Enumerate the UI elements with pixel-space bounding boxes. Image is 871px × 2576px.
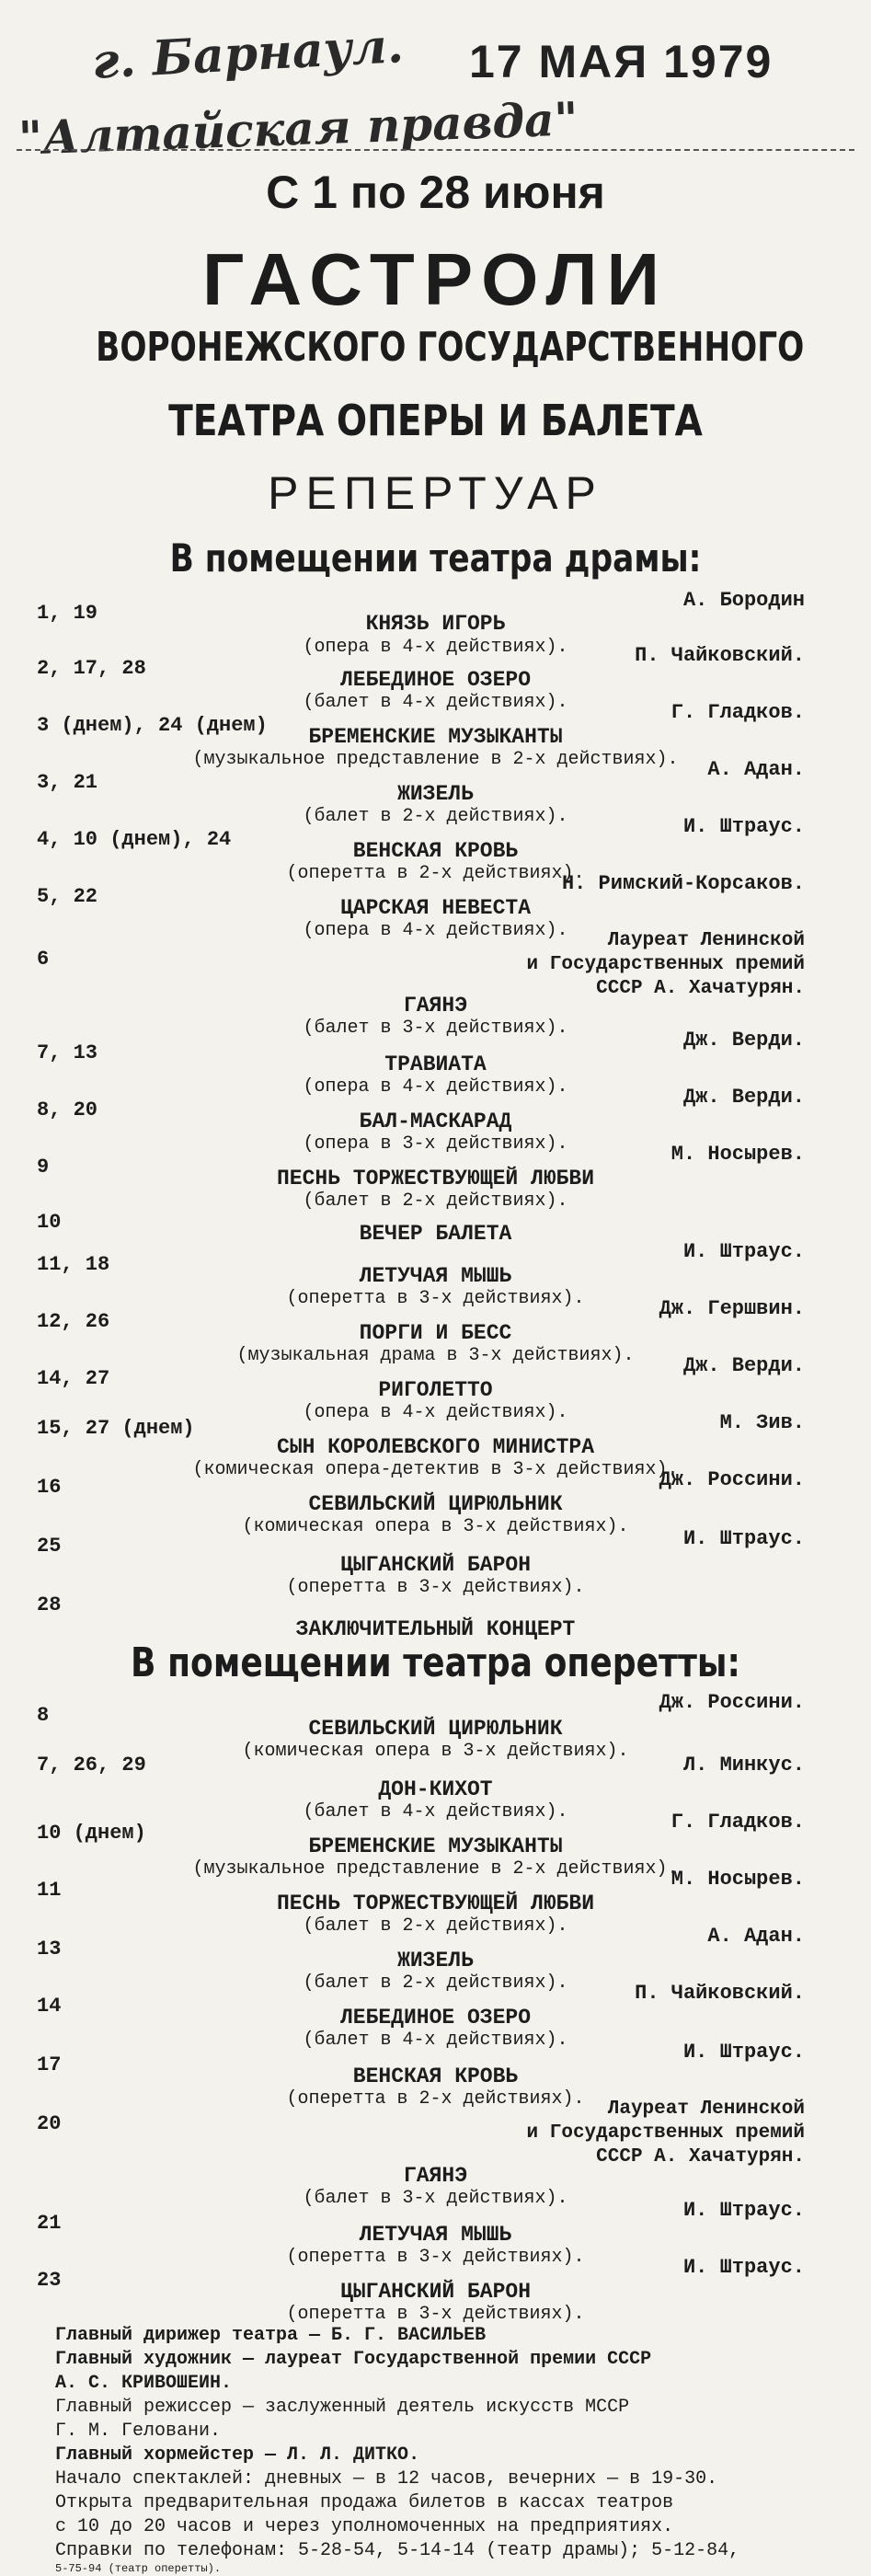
composer: И. Штраус. (682, 2199, 805, 2222)
theatre-name-line1: ВОРОНЕЖСКОГО ГОСУДАРСТВЕННОГО (96, 324, 805, 371)
repertoire-heading: РЕПЕРТУАР (268, 467, 603, 519)
composer: Дж. Верди. (682, 1029, 805, 1052)
performance-note: (опера в 4-х действиях). (303, 1076, 568, 1098)
performance-title: СЫН КОРОЛЕВСКОГО МИНИСТРА (276, 1435, 595, 1459)
composer: И. Штраус. (682, 1240, 805, 1263)
performance-dates: 15, 27 (днем) (37, 1417, 195, 1440)
performance-note: (балет в 3-х действиях). (303, 2188, 568, 2209)
footer-line: 5-75-94 (театр оперетты). (55, 2562, 222, 2575)
composer-line: СССР А. Хачатурян. (596, 2146, 805, 2168)
performance-title: СЕВИЛЬСКИЙ ЦИРЮЛЬНИК (308, 1717, 563, 1741)
performance-dates: 25 (37, 1535, 62, 1558)
footer-line: А. С. КРИВОШЕИН. (55, 2373, 233, 2394)
composer (527, 2098, 805, 2169)
composer: А. Адан. (707, 1925, 805, 1948)
composer-line: Лауреат Ленинской (607, 930, 805, 951)
performance-note: (опера в 4-х действиях). (303, 1402, 568, 1423)
performance-note: (музыкальное представление в 2-х действиях). (192, 1858, 679, 1880)
performance-note: (комическая опера в 3-х действиях). (242, 1516, 629, 1537)
composer-line: и Государственных премий (526, 954, 805, 975)
performance-note: (балет в 2-х действиях). (303, 806, 568, 827)
footer-line: Начало спектаклей: дневных — в 12 часов, вечерних — в 19-30. (55, 2468, 718, 2490)
footer-phones (55, 2563, 846, 2574)
composer (527, 929, 805, 1001)
performance-note: (балет в 4-х действиях). (303, 1801, 568, 1823)
performance-title: ЛЕБЕДИНОЕ ОЗЕРО (339, 668, 532, 692)
performance-title: ДОН-КИХОТ (378, 1777, 493, 1801)
composer: Дж. Россини. (659, 1691, 805, 1714)
composer: Дж. Верди. (682, 1086, 805, 1109)
performance-dates: 28 (37, 1593, 62, 1616)
performance-note: (комическая опера-детектив в 3-х действиях). (192, 1459, 679, 1480)
footer-line: Главный дирижер театра — Б. Г. ВАСИЛЬЕВ (55, 2325, 487, 2346)
performance-dates: 8, 20 (37, 1098, 98, 1121)
performance-dates: 8 (37, 1704, 50, 1727)
performance-note: (оперетта в 3-х действиях). (286, 2247, 585, 2268)
handwritten-city: г. Барнаул. (90, 17, 406, 90)
performance-note: (оперетта в 3-х действиях). (286, 1288, 585, 1309)
composer: Дж. Россини. (659, 1468, 805, 1491)
composer: Г. Гладков. (670, 701, 805, 724)
performance-note: (балет в 3-х действиях). (303, 1018, 568, 1039)
performance-title: ПЕСНЬ ТОРЖЕСТВУЮЩЕЙ ЛЮБВИ (276, 1892, 595, 1915)
performance-dates: 9 (37, 1156, 50, 1179)
performance-dates: 2, 17, 28 (37, 657, 146, 680)
composer: Дж. Верди. (682, 1354, 805, 1377)
composer: Н. Римский-Корсаков. (561, 872, 805, 895)
performance-dates: 11 (37, 1879, 62, 1902)
header-divider (17, 149, 854, 151)
performance-note: (балет в 4-х действиях). (303, 2030, 568, 2051)
footer-line: Главный режиссер — заслуженный деятель искусств МССР (55, 2397, 630, 2418)
composer: И. Штраус. (682, 815, 805, 838)
performance-title: ЦЫГАНСКИЙ БАРОН (339, 2280, 532, 2304)
performance-dates: 10 (днем) (37, 1822, 146, 1845)
composer-line: и Государственных премий (526, 2122, 805, 2144)
composer: Л. Минкус. (682, 1754, 805, 1777)
composer: И. Штраус. (682, 1527, 805, 1550)
date-stamp: 17 МАЯ 1979 (469, 36, 774, 87)
performance-title: КНЯЗЬ ИГОРЬ (365, 612, 506, 636)
composer: П. Чайковский. (635, 1982, 805, 2005)
footer-line: Открыта предварительная продажа билетов в кассах театров (55, 2492, 674, 2513)
tour-dates: С 1 по 28 июня (266, 167, 605, 218)
composer: А. Адан. (707, 758, 805, 781)
footer-line: с 10 до 20 часов и через уполномоченных на предприятиях. (55, 2516, 674, 2537)
performance-dates: 10 (37, 1211, 62, 1234)
performance-note: (оперетта в 3-х действиях). (286, 2304, 585, 2325)
performance-title: ЗАКЛЮЧИТЕЛЬНЫЙ КОНЦЕРТ (295, 1617, 576, 1641)
composer: М. Зив. (719, 1411, 805, 1434)
performance-note: (опера в 3-х действиях). (303, 1133, 568, 1155)
handwritten-newspaper-name: "Алтайская правда" (17, 91, 579, 166)
performance-dates: 1, 19 (37, 602, 98, 625)
composer: Дж. Гершвин. (659, 1297, 805, 1320)
tour-title: ГАСТРОЛИ (202, 238, 669, 320)
composer: П. Чайковский. (635, 644, 805, 667)
footer-line: Г. М. Геловани. (55, 2421, 222, 2442)
performance-dates: 7, 26, 29 (37, 1754, 146, 1777)
performance-title: ЛЕБЕДИНОЕ ОЗЕРО (339, 2006, 532, 2030)
performance-dates: 12, 26 (37, 1310, 110, 1333)
drama-section-heading: В помещении театра драмы: (169, 535, 702, 581)
composer: М. Носырев. (670, 1143, 805, 1166)
performance-note: (опера в 4-х действиях). (303, 637, 568, 658)
composer: И. Штраус. (682, 2041, 805, 2064)
performance-note: (балет в 2-х действиях). (303, 1972, 568, 1994)
performance-title: ЛЕТУЧАЯ МЫШЬ (359, 2223, 512, 2247)
performance-dates: 16 (37, 1476, 62, 1499)
performance-title: ЛЕТУЧАЯ МЫШЬ (359, 1264, 512, 1288)
performance-dates: 14, 27 (37, 1367, 110, 1390)
performance-title: ПЕСНЬ ТОРЖЕСТВУЮЩЕЙ ЛЮБВИ (276, 1167, 595, 1190)
performance-dates: 13 (37, 1938, 62, 1961)
footer-line: Главный художник — лауреат Государственной премии СССР (55, 2349, 652, 2370)
performance-title: БРЕМЕНСКИЕ МУЗЫКАНТЫ (308, 1834, 563, 1858)
performance-note: (балет в 2-х действиях). (303, 1915, 568, 1937)
performance-dates: 5, 22 (37, 885, 98, 908)
performance-note: (опера в 4-х действиях). (303, 920, 568, 941)
performance-title: ЖИЗЕЛЬ (397, 782, 474, 806)
footer-credits (55, 2324, 846, 2563)
performance-dates: 4, 10 (днем), 24 (37, 828, 232, 851)
performance-dates: 14 (37, 1995, 62, 2018)
performance-note: (оперетта в 3-х действиях). (286, 1577, 585, 1598)
footer-line: Справки по телефонам: 5-28-54, 5-14-14 (театр драмы); 5-12-84, (55, 2540, 740, 2561)
composer: Г. Гладков. (670, 1811, 805, 1834)
performance-note: (музыкальная драма в 3-х действиях). (236, 1345, 635, 1366)
performance-title: ПОРГИ И БЕСС (359, 1321, 512, 1345)
performance-note: (оперетта в 2-х действиях). (286, 2088, 585, 2110)
composer: А. Бородин (682, 589, 805, 612)
performance-title: СЕВИЛЬСКИЙ ЦИРЮЛЬНИК (308, 1492, 563, 1516)
performance-title: ВЕНСКАЯ КРОВЬ (352, 839, 519, 863)
composer: М. Носырев. (670, 1868, 805, 1891)
performance-title: БАЛ-МАСКАРАД (359, 1110, 512, 1133)
performance-title: ТРАВИАТА (384, 1052, 487, 1076)
performance-note: (балет в 2-х действиях). (303, 1190, 568, 1212)
theatre-name-line2: ТЕАТРА ОПЕРЫ И БАЛЕТА (168, 396, 703, 445)
performance-title: ГАЯНЭ (403, 994, 467, 1018)
performance-dates: 21 (37, 2212, 62, 2235)
performance-dates: 7, 13 (37, 1041, 98, 1064)
performance-dates: 6 (37, 948, 50, 971)
composer: И. Штраус. (682, 2256, 805, 2279)
performance-note: (балет в 4-х действиях). (303, 692, 568, 713)
performance-title: РИГОЛЕТТО (378, 1378, 493, 1402)
operetta-section-heading: В помещении театра оперетты: (131, 1639, 740, 1686)
performance-dates: 3, 21 (37, 771, 98, 794)
performance-note: (музыкальное представление в 2-х действиях). (192, 749, 679, 770)
performance-note: (комическая опера в 3-х действиях). (242, 1741, 629, 1762)
performance-title: ЖИЗЕЛЬ (397, 1949, 474, 1972)
performance-dates: 17 (37, 2053, 62, 2076)
performance-title: ЦАРСКАЯ НЕВЕСТА (339, 896, 532, 920)
performance-title: ВЕНСКАЯ КРОВЬ (352, 2064, 519, 2088)
performance-dates: 3 (днем), 24 (днем) (37, 714, 268, 737)
performance-title: ЦЫГАНСКИЙ БАРОН (339, 1553, 532, 1577)
performance-dates: 23 (37, 2269, 62, 2292)
performance-note: (оперетта в 2-х действиях). (286, 863, 585, 884)
footer-line: Главный хормейстер — Л. Л. ДИТКО. (55, 2444, 420, 2466)
performance-title: ГАЯНЭ (403, 2164, 467, 2188)
performance-dates: 11, 18 (37, 1253, 110, 1276)
performance-title: ВЕЧЕР БАЛЕТА (359, 1222, 512, 1246)
composer-line: Лауреат Ленинской (607, 2099, 805, 2120)
performance-title: БРЕМЕНСКИЕ МУЗЫКАНТЫ (308, 725, 563, 749)
composer-line: СССР А. Хачатурян. (596, 978, 805, 999)
performance-dates: 20 (37, 2112, 62, 2135)
